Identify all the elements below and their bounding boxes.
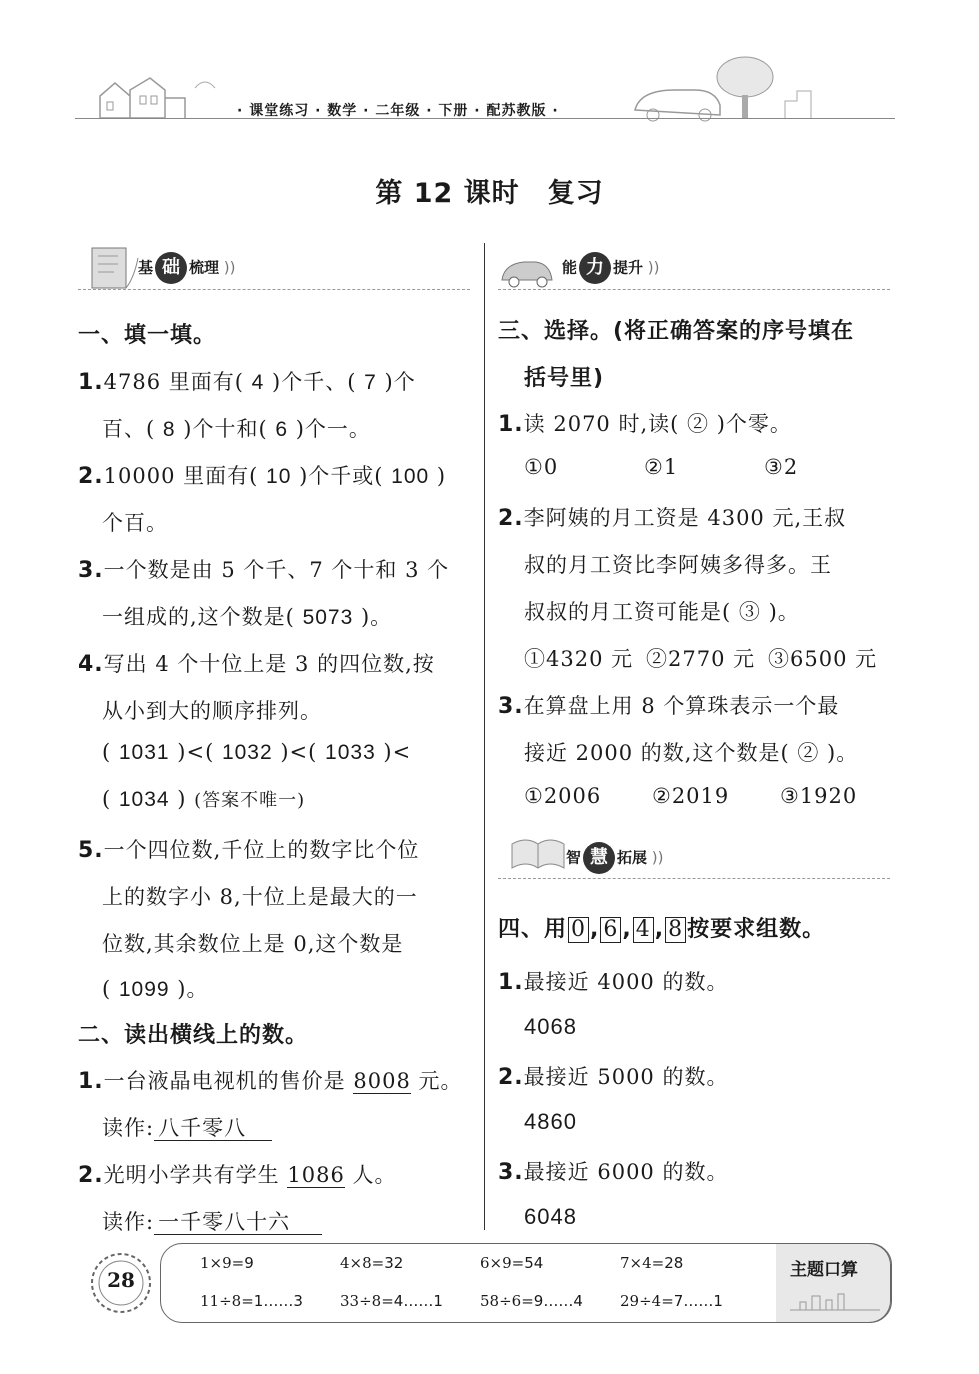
- banner-ability-b: 力: [579, 252, 611, 284]
- underlined-number: 8008: [353, 1069, 411, 1093]
- arith-row-2: 11÷8=1……3 33÷8=4……1 58÷6=9……4 29÷4=7……1: [200, 1292, 723, 1310]
- s1-q4-line4: ( 1034 ) (答案不唯一): [102, 787, 306, 811]
- answer: 1033: [325, 741, 376, 764]
- s3-q3-line1: 3.在算盘上用 8 个算珠表示一个最: [498, 694, 840, 719]
- s1-q2-line2: 个百。: [102, 511, 168, 535]
- underlined-number: 1086: [287, 1163, 345, 1187]
- answer: 7: [364, 371, 377, 394]
- s2-q1-line2: 读作: 八千零八: [102, 1112, 272, 1142]
- s2-q2-line2: 读作: 一千零八十六: [102, 1206, 322, 1236]
- answer: ③: [738, 600, 761, 624]
- section3-heading-a: 三、选择。(将正确答案的序号填在: [498, 319, 855, 344]
- banner-wisdom-b: 慧: [583, 842, 615, 874]
- digit-card: 4: [633, 917, 654, 943]
- s1-q5-line4: ( 1099 )。: [102, 977, 209, 1001]
- s1-q4-line1: 4.写出 4 个十位上是 3 的四位数,按: [78, 652, 435, 677]
- car-tree-illustration: [625, 55, 895, 125]
- answer: 1034: [118, 788, 170, 811]
- s3-q2-line3: 叔叔的月工资可能是( ③ )。: [524, 600, 800, 624]
- open-book-icon: [508, 832, 568, 880]
- answer: 6: [275, 418, 289, 441]
- section2-heading: 二、读出横线上的数。: [78, 1023, 309, 1048]
- answer: ②: [797, 741, 820, 765]
- s3-q2-line1: 2.李阿姨的月工资是 4300 元,王叔: [498, 506, 847, 531]
- s4-q2: 2.最接近 5000 的数。: [498, 1065, 729, 1090]
- series-title: · 课堂练习 · 数学 · 二年级 · 下册 · 配苏教版 ·: [237, 103, 559, 119]
- answer: 一千零八十六: [154, 1210, 322, 1235]
- s3-q3-line2: 接近 2000 的数,这个数是( ② )。: [524, 741, 859, 765]
- answer: 10: [266, 465, 292, 488]
- s1-q3-line1: 3.一个数是由 5 个千、7 个十和 3 个: [78, 558, 450, 583]
- s1-q5-line3: 位数,其余数位上是 0,这个数是: [102, 932, 404, 956]
- banner-basic-c: 梳理: [189, 258, 220, 277]
- answer: 1031: [118, 741, 170, 764]
- s1-q2-line1: 2.10000 里面有( 10 )个千或( 100 ): [78, 464, 447, 489]
- banner-ability: 能 力 提升 )): [498, 240, 898, 296]
- answer: 4068: [524, 1014, 577, 1039]
- city-skyline-icon: [790, 1288, 880, 1312]
- s4-q1: 1.最接近 4000 的数。: [498, 970, 729, 995]
- banner-basic-b: 础: [155, 252, 187, 284]
- answer: 8: [162, 418, 176, 441]
- answer: 6048: [524, 1204, 577, 1229]
- answer: ②: [687, 412, 710, 436]
- arith-row-1: 1×9=9 4×8=32 6×9=54 7×4=28: [200, 1254, 684, 1272]
- digit-card: 0: [568, 917, 589, 943]
- s1-q4-line2: 从小到大的顺序排列。: [102, 699, 322, 723]
- s3-q2-options: ①4320 元 ②2770 元 ③6500 元: [524, 647, 878, 671]
- digit-card: 8: [665, 917, 686, 943]
- s1-q1-line1: 1.4786 里面有( 4 )个千、( 7 )个: [78, 370, 416, 395]
- answer: 4: [251, 371, 265, 394]
- car-icon: [498, 248, 558, 290]
- s1-q5-line2: 上的数字小 8,十位上是最大的一: [102, 885, 418, 909]
- section3-heading-b: 括号里): [524, 366, 605, 391]
- s3-q1-options: ①0 ②1 ③2: [524, 455, 799, 479]
- section1-heading: 一、填一填。: [78, 323, 217, 348]
- banner-wisdom-a: 智: [566, 848, 582, 867]
- s4-q3: 3.最接近 6000 的数。: [498, 1160, 729, 1185]
- page-number: 28: [107, 1268, 135, 1292]
- answer: 1099: [118, 978, 170, 1001]
- column-divider: [484, 243, 485, 1230]
- answer: 5073: [302, 606, 354, 629]
- banner-wisdom: 智 慧 拓展 )): [498, 828, 898, 884]
- s1-q4-line3: ( 1031 )<( 1032 )<( 1033 )<: [102, 740, 412, 764]
- banner-basic-a: 基: [138, 258, 154, 277]
- s3-q2-line2: 叔的月工资比李阿姨多得多。王: [524, 553, 832, 577]
- section4-heading: 四、用 0 , 6 , 4 , 8 按要求组数。: [498, 917, 826, 942]
- houses-illustration: [95, 68, 225, 123]
- s1-q1-line2: 百、( 8 )个十和( 6 )个一。: [102, 417, 371, 441]
- left-column: [78, 240, 478, 1234]
- banner-wisdom-c: 拓展: [617, 848, 648, 867]
- answer: 4860: [524, 1109, 577, 1134]
- banner-ability-c: 提升: [613, 258, 644, 277]
- s2-q1-line1: 1.一台液晶电视机的售价是 8008 元。: [78, 1069, 463, 1094]
- digit-card: 6: [600, 917, 621, 943]
- banner-basic: 基 础 梳理 )): [78, 240, 478, 296]
- s2-q2-line1: 2.光明小学共有学生 1086 人。: [78, 1163, 397, 1188]
- answer: 100: [391, 465, 430, 488]
- page-title: 第 12 课时 复习: [375, 178, 604, 209]
- answer: 1032: [221, 741, 273, 764]
- book-icon: [88, 242, 140, 294]
- s3-q1-line1: 1.读 2070 时,读( ② )个零。: [498, 412, 792, 437]
- s3-q3-options: ①2006 ②2019 ③1920: [524, 784, 858, 808]
- s1-q5-line1: 5.一个四位数,千位上的数字比个位: [78, 838, 420, 863]
- s1-q3-line2: 一组成的,这个数是( 5073 )。: [102, 605, 393, 629]
- answer: 八千零八: [154, 1116, 272, 1141]
- oral-arithmetic-label: 主题口算: [790, 1260, 858, 1280]
- banner-ability-a: 能: [562, 258, 578, 277]
- right-column: [498, 240, 898, 1230]
